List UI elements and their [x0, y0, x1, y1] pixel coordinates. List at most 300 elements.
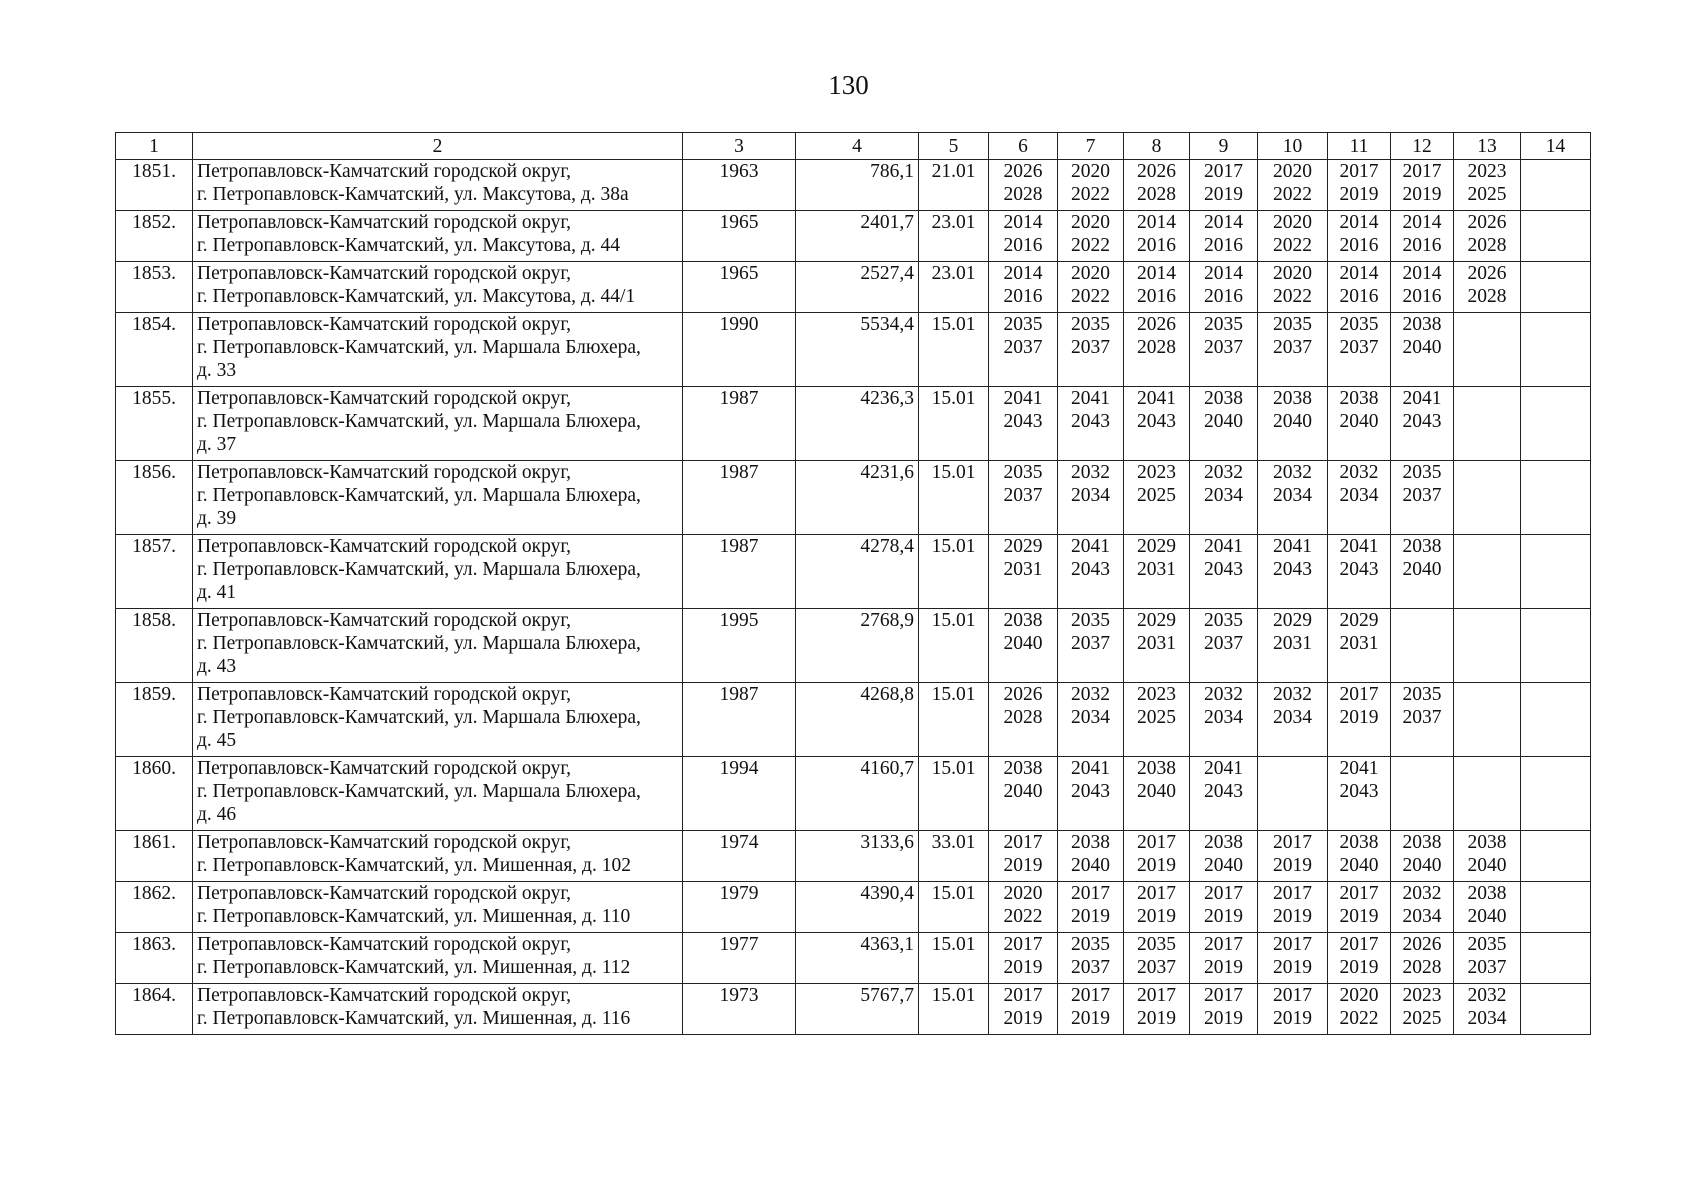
- period-cell: [1391, 831, 1454, 882]
- address-line: Петропавловск-Камчатский городской округ,: [197, 263, 572, 284]
- period-cell: [1258, 831, 1328, 882]
- period-year: 2035: [1137, 934, 1176, 955]
- period-cell: [1521, 757, 1591, 831]
- period-year: 2043: [1071, 781, 1110, 802]
- address-line: г. Петропавловск-Камчатский, ул. Маршала Блюхера,: [197, 781, 641, 802]
- period-cell: [1328, 984, 1391, 1035]
- column-header-11: 11: [1328, 133, 1391, 160]
- period-year: 2016: [1204, 235, 1243, 256]
- period-cell: [1328, 609, 1391, 683]
- period-year: 2038: [1204, 832, 1243, 853]
- address-line: г. Петропавловск-Камчатский, ул. Маршала Блюхера,: [197, 633, 641, 654]
- period-cell: [1258, 535, 1328, 609]
- address-line: г. Петропавловск-Камчатский, ул. Маршала Блюхера,: [197, 707, 641, 728]
- area-value: 2401,7: [796, 211, 919, 262]
- address-cell: [193, 160, 683, 211]
- period-year: 2019: [1204, 957, 1243, 978]
- period-year: 2040: [1003, 633, 1043, 654]
- period-year: 2037: [1339, 337, 1379, 358]
- period-cell: [1391, 882, 1454, 933]
- period-year: 2029: [1003, 536, 1043, 557]
- period-cell: [1521, 984, 1591, 1035]
- period-year: 2019: [1339, 184, 1379, 205]
- row-number: 1858.: [116, 609, 193, 683]
- period-year: 2017: [1339, 934, 1379, 955]
- period-year: 2035: [1003, 314, 1043, 335]
- period-cell: [989, 461, 1058, 535]
- period-year: 2040: [1402, 337, 1442, 358]
- period-cell: [989, 211, 1058, 262]
- period-cell: [1454, 387, 1521, 461]
- type-code: 15.01: [919, 387, 989, 461]
- period-cell: [1328, 262, 1391, 313]
- period-cell: [1391, 160, 1454, 211]
- address-line: Петропавловск-Камчатский городской округ,: [197, 985, 572, 1006]
- table-row: [116, 211, 1591, 262]
- year-built: 1965: [683, 262, 796, 313]
- period-year: 2014: [1339, 263, 1379, 284]
- period-cell: [1328, 831, 1391, 882]
- address-cell: [193, 831, 683, 882]
- area-value: 4231,6: [796, 461, 919, 535]
- period-year: 2022: [1339, 1008, 1379, 1029]
- period-cell: [1391, 757, 1454, 831]
- period-year: 2019: [1003, 855, 1043, 876]
- period-year: 2026: [1003, 161, 1043, 182]
- period-cell: [989, 535, 1058, 609]
- period-year: 2026: [1402, 934, 1442, 955]
- period-year: 2022: [1273, 286, 1312, 307]
- column-header-12: 12: [1391, 133, 1454, 160]
- period-year: 2035: [1402, 462, 1442, 483]
- period-cell: [1391, 461, 1454, 535]
- period-year: 2041: [1071, 536, 1110, 557]
- period-cell: [1058, 609, 1124, 683]
- period-year: 2040: [1137, 781, 1176, 802]
- period-year: 2041: [1339, 758, 1379, 779]
- address-line: д. 46: [197, 804, 237, 825]
- column-header-2: 2: [193, 133, 683, 160]
- period-year: 2026: [1467, 212, 1507, 233]
- period-year: 2029: [1273, 610, 1312, 631]
- period-cell: [1058, 387, 1124, 461]
- period-cell: [1258, 313, 1328, 387]
- period-year: 2040: [1467, 906, 1507, 927]
- period-cell: [1454, 262, 1521, 313]
- year-built: 1977: [683, 933, 796, 984]
- period-cell: [1328, 757, 1391, 831]
- period-year: 2023: [1137, 462, 1176, 483]
- address-line: Петропавловск-Камчатский городской округ,: [197, 161, 572, 182]
- address-cell: [193, 387, 683, 461]
- table-row: [116, 757, 1591, 831]
- row-number: 1864.: [116, 984, 193, 1035]
- period-year: 2037: [1273, 337, 1312, 358]
- period-year: 2040: [1402, 855, 1442, 876]
- address-cell: [193, 313, 683, 387]
- period-cell: [989, 757, 1058, 831]
- period-cell: [989, 609, 1058, 683]
- table-header: [116, 133, 1591, 160]
- period-year: 2023: [1402, 985, 1442, 1006]
- period-cell: [1521, 683, 1591, 757]
- type-code: 15.01: [919, 984, 989, 1035]
- period-cell: [1521, 882, 1591, 933]
- row-number: 1861.: [116, 831, 193, 882]
- period-year: 2040: [1204, 855, 1243, 876]
- period-year: 2019: [1339, 906, 1379, 927]
- period-year: 2031: [1273, 633, 1312, 654]
- period-cell: [1124, 461, 1190, 535]
- period-cell: [1258, 461, 1328, 535]
- period-year: 2022: [1071, 235, 1110, 256]
- period-year: 2014: [1204, 263, 1243, 284]
- period-cell: [1521, 313, 1591, 387]
- period-year: 2016: [1402, 286, 1442, 307]
- column-header-14: 14: [1521, 133, 1591, 160]
- period-year: 2037: [1003, 485, 1043, 506]
- period-cell: [1391, 211, 1454, 262]
- period-cell: [1258, 757, 1328, 831]
- period-cell: [1258, 160, 1328, 211]
- period-year: 2038: [1467, 883, 1507, 904]
- period-cell: [1328, 461, 1391, 535]
- period-year: 2016: [1204, 286, 1243, 307]
- period-year: 2043: [1402, 411, 1442, 432]
- period-cell: [1190, 683, 1258, 757]
- period-cell: [1391, 262, 1454, 313]
- address-line: Петропавловск-Камчатский городской округ,: [197, 758, 572, 779]
- period-year: 2025: [1137, 707, 1176, 728]
- period-year: 2043: [1071, 411, 1110, 432]
- period-year: 2040: [1402, 559, 1442, 580]
- page-number: 130: [828, 70, 869, 100]
- period-cell: [1521, 461, 1591, 535]
- period-cell: [1190, 757, 1258, 831]
- period-cell: [1391, 313, 1454, 387]
- period-year: 2017: [1137, 985, 1176, 1006]
- address-line: Петропавловск-Камчатский городской округ,: [197, 934, 572, 955]
- period-cell: [1058, 757, 1124, 831]
- period-cell: [1058, 262, 1124, 313]
- period-cell: [989, 262, 1058, 313]
- column-header-7: 7: [1058, 133, 1124, 160]
- period-year: 2035: [1071, 610, 1110, 631]
- year-built: 1965: [683, 211, 796, 262]
- period-cell: [1391, 984, 1454, 1035]
- period-year: 2043: [1339, 781, 1379, 802]
- period-year: 2016: [1003, 235, 1043, 256]
- period-year: 2017: [1137, 883, 1176, 904]
- period-year: 2038: [1402, 832, 1442, 853]
- period-year: 2038: [1137, 758, 1176, 779]
- period-year: 2022: [1273, 235, 1312, 256]
- period-year: 2037: [1402, 707, 1442, 728]
- period-year: 2014: [1204, 212, 1243, 233]
- period-cell: [1058, 160, 1124, 211]
- period-cell: [1454, 609, 1521, 683]
- address-line: г. Петропавловск-Камчатский, ул. Мишенная, д. 112: [197, 957, 631, 978]
- period-year: 2037: [1467, 957, 1507, 978]
- address-line: Петропавловск-Камчатский городской округ,: [197, 684, 572, 705]
- period-year: 2022: [1071, 184, 1110, 205]
- area-value: 3133,6: [796, 831, 919, 882]
- period-year: 2037: [1071, 337, 1110, 358]
- address-cell: [193, 535, 683, 609]
- row-number: 1852.: [116, 211, 193, 262]
- period-year: 2041: [1071, 388, 1110, 409]
- period-year: 2019: [1273, 1008, 1312, 1029]
- period-year: 2019: [1071, 906, 1110, 927]
- address-cell: [193, 683, 683, 757]
- period-cell: [1058, 461, 1124, 535]
- address-line: Петропавловск-Камчатский городской округ,: [197, 883, 572, 904]
- period-year: 2040: [1339, 855, 1379, 876]
- period-year: 2034: [1467, 1008, 1507, 1029]
- period-year: 2017: [1204, 161, 1243, 182]
- period-cell: [1521, 535, 1591, 609]
- row-number: 1851.: [116, 160, 193, 211]
- period-year: 2017: [1137, 832, 1176, 853]
- period-year: 2041: [1204, 758, 1243, 779]
- period-year: 2043: [1137, 411, 1176, 432]
- period-year: 2019: [1003, 957, 1043, 978]
- column-header-1: 1: [116, 133, 193, 160]
- row-number: 1855.: [116, 387, 193, 461]
- period-cell: [1258, 984, 1328, 1035]
- period-cell: [1521, 160, 1591, 211]
- period-cell: [1521, 211, 1591, 262]
- type-code: 15.01: [919, 757, 989, 831]
- period-year: 2032: [1204, 684, 1243, 705]
- period-year: 2023: [1467, 161, 1507, 182]
- period-cell: [989, 160, 1058, 211]
- period-cell: [1190, 535, 1258, 609]
- period-year: 2019: [1273, 855, 1312, 876]
- year-built: 1987: [683, 461, 796, 535]
- period-cell: [1454, 933, 1521, 984]
- period-year: 2025: [1467, 184, 1507, 205]
- period-year: 2035: [1204, 610, 1243, 631]
- period-year: 2034: [1273, 707, 1312, 728]
- table-row: [116, 882, 1591, 933]
- period-year: 2041: [1204, 536, 1243, 557]
- period-year: 2043: [1003, 411, 1043, 432]
- period-cell: [1391, 933, 1454, 984]
- period-year: 2026: [1137, 314, 1176, 335]
- period-year: 2025: [1402, 1008, 1442, 1029]
- row-number: 1853.: [116, 262, 193, 313]
- type-code: 33.01: [919, 831, 989, 882]
- table-row: [116, 831, 1591, 882]
- period-year: 2035: [1204, 314, 1243, 335]
- period-year: 2019: [1137, 855, 1176, 876]
- area-value: 4363,1: [796, 933, 919, 984]
- address-line: Петропавловск-Камчатский городской округ,: [197, 610, 572, 631]
- period-year: 2026: [1467, 263, 1507, 284]
- period-year: 2032: [1273, 684, 1312, 705]
- address-cell: [193, 211, 683, 262]
- period-year: 2028: [1137, 184, 1176, 205]
- period-year: 2020: [1273, 263, 1312, 284]
- period-year: 2022: [1273, 184, 1312, 205]
- table-row: [116, 387, 1591, 461]
- address-line: г. Петропавловск-Камчатский, ул. Маршала Блюхера,: [197, 337, 641, 358]
- table-row: [116, 535, 1591, 609]
- table-row: [116, 313, 1591, 387]
- period-cell: [1058, 933, 1124, 984]
- period-year: 2037: [1071, 957, 1110, 978]
- period-year: 2017: [1204, 883, 1243, 904]
- period-year: 2031: [1339, 633, 1379, 654]
- table-row: [116, 262, 1591, 313]
- year-built: 1973: [683, 984, 796, 1035]
- address-cell: [193, 757, 683, 831]
- period-cell: [989, 984, 1058, 1035]
- period-year: 2041: [1137, 388, 1176, 409]
- period-cell: [1258, 262, 1328, 313]
- period-year: 2040: [1204, 411, 1243, 432]
- period-cell: [1124, 387, 1190, 461]
- year-built: 1990: [683, 313, 796, 387]
- period-year: 2041: [1273, 536, 1312, 557]
- type-code: 23.01: [919, 262, 989, 313]
- period-year: 2017: [1273, 985, 1312, 1006]
- period-year: 2038: [1402, 314, 1442, 335]
- period-year: 2041: [1402, 388, 1442, 409]
- year-built: 1987: [683, 387, 796, 461]
- period-year: 2038: [1003, 610, 1043, 631]
- period-cell: [1058, 313, 1124, 387]
- period-year: 2043: [1071, 559, 1110, 580]
- period-cell: [1124, 757, 1190, 831]
- period-cell: [1454, 313, 1521, 387]
- period-year: 2019: [1339, 957, 1379, 978]
- period-year: 2035: [1467, 934, 1507, 955]
- period-year: 2035: [1339, 314, 1379, 335]
- period-year: 2014: [1137, 212, 1176, 233]
- period-year: 2037: [1137, 957, 1176, 978]
- address-line: г. Петропавловск-Камчатский, ул. Максутова, д. 44/1: [197, 286, 636, 307]
- address-line: г. Петропавловск-Камчатский, ул. Маршала Блюхера,: [197, 485, 641, 506]
- period-year: 2017: [1273, 832, 1312, 853]
- period-year: 2040: [1273, 411, 1312, 432]
- period-cell: [1190, 831, 1258, 882]
- year-built: 1987: [683, 683, 796, 757]
- address-line: Петропавловск-Камчатский городской округ,: [197, 536, 572, 557]
- column-header-8: 8: [1124, 133, 1190, 160]
- area-value: 4278,4: [796, 535, 919, 609]
- area-value: 4390,4: [796, 882, 919, 933]
- year-built: 1979: [683, 882, 796, 933]
- period-year: 2028: [1467, 286, 1507, 307]
- row-number: 1854.: [116, 313, 193, 387]
- address-line: г. Петропавловск-Камчатский, ул. Мишенная, д. 116: [197, 1008, 631, 1029]
- period-year: 2038: [1003, 758, 1043, 779]
- period-cell: [1454, 757, 1521, 831]
- address-line: д. 33: [197, 360, 237, 381]
- period-cell: [1058, 683, 1124, 757]
- period-cell: [1124, 609, 1190, 683]
- period-year: 2019: [1204, 1008, 1243, 1029]
- period-cell: [1190, 609, 1258, 683]
- period-year: 2043: [1204, 559, 1243, 580]
- period-cell: [1328, 933, 1391, 984]
- period-cell: [1258, 609, 1328, 683]
- table-row: [116, 461, 1591, 535]
- area-value: 4268,8: [796, 683, 919, 757]
- row-number: 1856.: [116, 461, 193, 535]
- period-year: 2032: [1467, 985, 1507, 1006]
- column-header-4: 4: [796, 133, 919, 160]
- period-year: 2017: [1003, 934, 1043, 955]
- period-year: 2037: [1204, 337, 1243, 358]
- address-line: д. 37: [197, 434, 237, 455]
- period-year: 2040: [1339, 411, 1379, 432]
- column-header-9: 9: [1190, 133, 1258, 160]
- period-cell: [1454, 461, 1521, 535]
- type-code: 15.01: [919, 313, 989, 387]
- area-value: 2527,4: [796, 262, 919, 313]
- registry-table: [115, 132, 1591, 1035]
- period-year: 2028: [1402, 957, 1442, 978]
- period-year: 2034: [1204, 707, 1243, 728]
- period-year: 2037: [1003, 337, 1043, 358]
- period-year: 2034: [1402, 906, 1442, 927]
- period-cell: [1521, 609, 1591, 683]
- period-year: 2025: [1137, 485, 1176, 506]
- period-cell: [1124, 984, 1190, 1035]
- period-year: 2019: [1137, 1008, 1176, 1029]
- period-year: 2016: [1402, 235, 1442, 256]
- period-year: 2038: [1339, 388, 1379, 409]
- period-cell: [1124, 313, 1190, 387]
- period-year: 2017: [1003, 985, 1043, 1006]
- period-year: 2023: [1137, 684, 1176, 705]
- period-cell: [1328, 211, 1391, 262]
- period-year: 2017: [1204, 934, 1243, 955]
- address-line: д. 43: [197, 656, 237, 677]
- period-year: 2038: [1071, 832, 1110, 853]
- period-year: 2020: [1273, 161, 1312, 182]
- period-cell: [1521, 262, 1591, 313]
- period-year: 2028: [1003, 184, 1043, 205]
- table-row: [116, 984, 1591, 1035]
- period-cell: [1391, 387, 1454, 461]
- period-year: 2037: [1071, 633, 1110, 654]
- period-year: 2022: [1003, 906, 1043, 927]
- period-year: 2035: [1003, 462, 1043, 483]
- year-built: 1994: [683, 757, 796, 831]
- period-year: 2037: [1402, 485, 1442, 506]
- address-line: г. Петропавловск-Камчатский, ул. Маршала Блюхера,: [197, 411, 641, 432]
- period-cell: [1454, 683, 1521, 757]
- table-body: [116, 160, 1591, 1035]
- area-value: 5534,4: [796, 313, 919, 387]
- row-number: 1859.: [116, 683, 193, 757]
- period-year: 2020: [1003, 883, 1043, 904]
- period-cell: [1124, 262, 1190, 313]
- period-year: 2020: [1071, 263, 1110, 284]
- column-header-13: 13: [1454, 133, 1521, 160]
- period-year: 2032: [1402, 883, 1442, 904]
- area-value: 2768,9: [796, 609, 919, 683]
- period-cell: [1454, 535, 1521, 609]
- period-year: 2041: [1003, 388, 1043, 409]
- period-cell: [1190, 461, 1258, 535]
- period-year: 2020: [1339, 985, 1379, 1006]
- period-cell: [1190, 211, 1258, 262]
